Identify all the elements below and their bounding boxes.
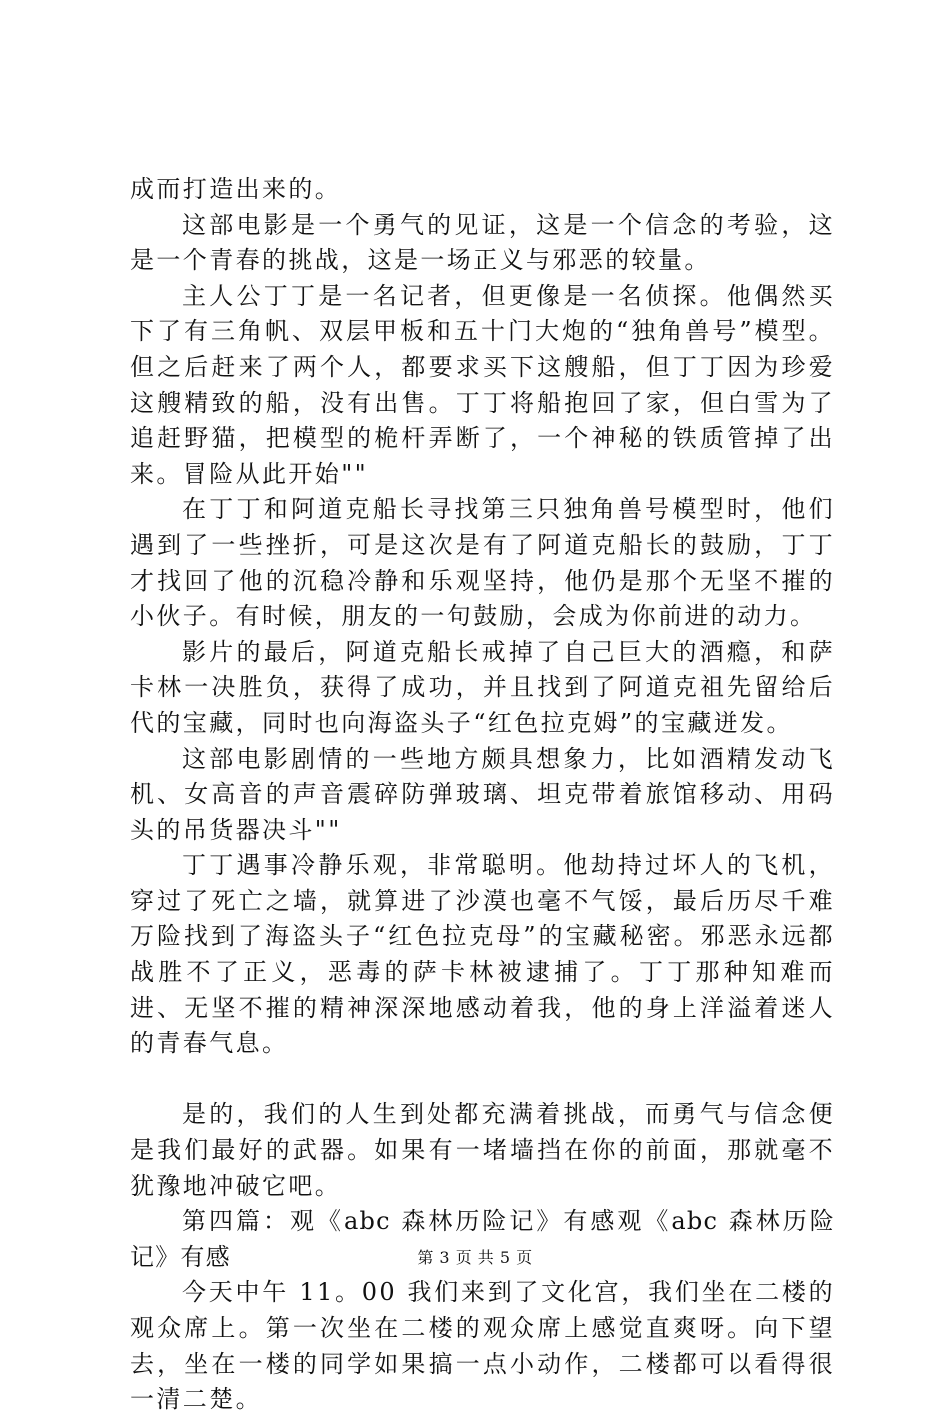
paragraph-character: 丁丁遇事冷静乐观，非常聪明。他劫持过坏人的飞机，穿过了死亡之墙，就算进了沙漠也毫不气馁，最后历尽千难万险找到了海盗头子“红色拉克母”的宝藏秘密。邪恶永远都战胜不了正义，恶毒的萨卡林被逮捕了。丁丁那种知难而进、无坚不摧的精神深深地感动着我，他的身上洋溢着迷人的青春气息。	[130, 851, 835, 1058]
paragraph-ending: 影片的最后，阿道克船长戒掉了自己巨大的酒瘾，和萨卡林一决胜负，获得了成功，并且找到了阿道克祖先留给后代的宝藏，同时也向海盗头子“红色拉克姆”的宝藏迸发。	[130, 637, 835, 737]
paragraph-spacer	[130, 1062, 835, 1098]
paragraph-intro-fragment: 成而打造出来的。	[130, 175, 342, 203]
document-body	[130, 172, 835, 1418]
paragraph-protagonist: 主人公丁丁是一名记者，但更像是一名侦探。他偶然买下了有三角帆、双层甲板和五十门大炮的“独角兽号”模型。但之后赶来了两个人，都要求买下这艘船，但丁丁因为珍爱这艘精致的船，没有出售。丁丁将船抱回了家，但白雪为了追赶野猫，把模型的桅杆弄断了，一个神秘的铁质管掉了出来。冒险从此开始""	[130, 281, 835, 488]
paragraph-search: 在丁丁和阿道克船长寻找第三只独角兽号模型时，他们遇到了一些挫折，可是这次是有了阿道克船长的鼓励，丁丁才找回了他的沉稳冷静和乐观坚持，他仍是那个无坚不摧的小伙子。有时候，朋友的一句鼓励，会成为你前进的动力。	[130, 495, 835, 631]
paragraph-imagination: 这部电影剧情的一些地方颇具想象力，比如酒精发动飞机、女高音的声音震碎防弹玻璃、坦克带着旅馆移动、用码头的吊货器决斗""	[130, 744, 835, 844]
section-heading: 第四篇：观《abc 森林历险记》有感观《abc 森林历险记》有感	[130, 1207, 835, 1271]
paragraph-cultural-palace: 今天中午 11。00 我们来到了文化宫，我们坐在二楼的观众席上。第一次坐在二楼的观众席上感觉直爽呀。向下望去，坐在一楼的同学如果搞一点小动作，二楼都可以看得很一清二楚。	[130, 1278, 835, 1414]
paragraph-conclusion: 是的，我们的人生到处都充满着挑战，而勇气与信念便是我们最好的武器。如果有一堵墙挡在你的前面，那就毫不犹豫地冲破它吧。	[130, 1100, 835, 1200]
paragraph-courage-statement: 这部电影是一个勇气的见证，这是一个信念的考验，这是一个青春的挑战，这是一场正义与邪恶的较量。	[130, 210, 835, 275]
page-number-footer: 第 3 页 共 5 页	[417, 1248, 533, 1267]
